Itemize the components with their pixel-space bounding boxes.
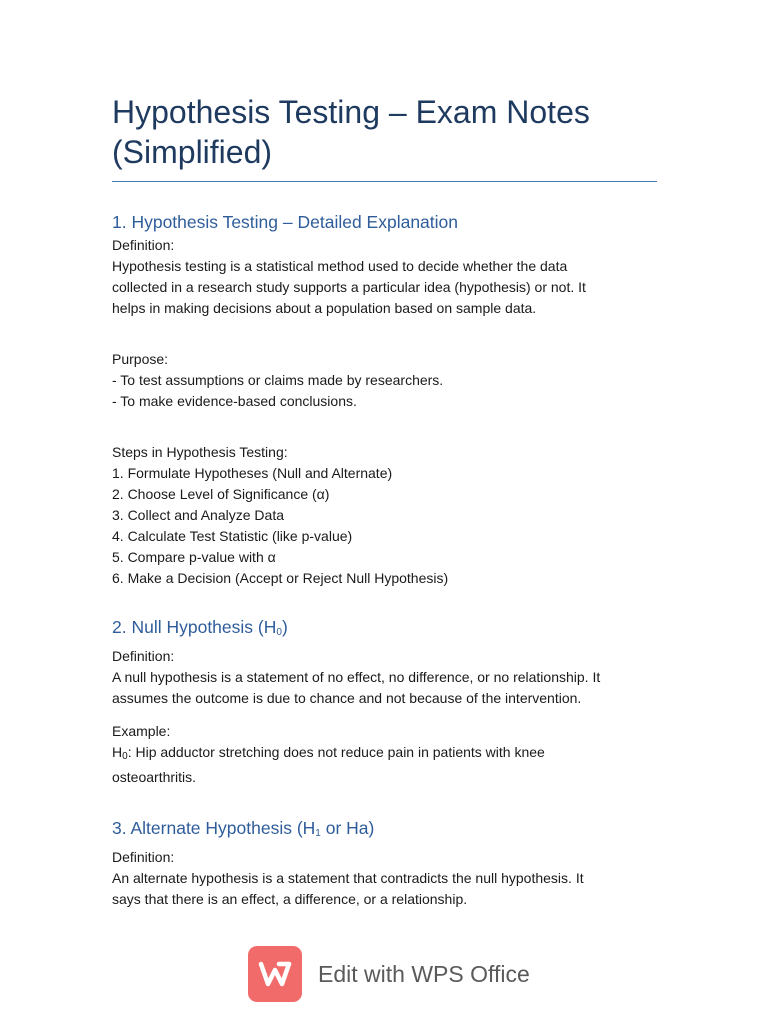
step-item: 6. Make a Decision (Accept or Reject Null Hypothesis) [112, 570, 449, 586]
section-heading [112, 615, 657, 645]
definition-line: collected in a research study supports a particular idea (hypothesis) or not. It [112, 279, 586, 295]
document-title-line2: (Simplified) [112, 134, 273, 170]
heading-text: 2. Null Hypothesis (H [112, 617, 277, 637]
definition-line: helps in making decisions about a population based on sample data. [112, 300, 537, 316]
section-alternate-hypothesis [112, 816, 657, 910]
steps-label: Steps in Hypothesis Testing: [112, 444, 288, 460]
example-text: H [112, 744, 123, 760]
section-hypothesis-testing [112, 210, 657, 589]
heading-text: or Ha) [320, 818, 375, 838]
document-title-line1: Hypothesis Testing – Exam Notes [112, 94, 590, 130]
example-label: Example: [112, 723, 171, 739]
document-title [112, 92, 657, 182]
edit-with-wps-link[interactable]: Edit with WPS Office [318, 961, 530, 987]
wps-logo-icon [255, 954, 295, 994]
subscript: 0 [276, 627, 282, 638]
example-line: osteoarthritis. [112, 769, 197, 785]
definition-line: Hypothesis testing is a statistical method used to decide whether the data [112, 258, 568, 274]
step-item: 5. Compare p-value with α [112, 549, 276, 565]
definition-line: assumes the outcome is due to chance and not because of the intervention. [112, 690, 582, 706]
step-item: 2. Choose Level of Significance (α) [112, 486, 330, 502]
example-text: : Hip adductor stretching does not reduce pain in patients with knee [127, 744, 545, 760]
definition-label: Definition: [112, 849, 175, 865]
heading-text: ) [281, 617, 288, 637]
subscript: 1 [315, 828, 321, 839]
definition-line: A null hypothesis is a statement of no effect, no difference, or no relationship. It [112, 669, 601, 685]
wps-logo-button[interactable] [248, 946, 302, 1002]
definition-label: Definition: [112, 237, 175, 253]
purpose-label: Purpose: [112, 351, 169, 367]
section-null-hypothesis [112, 615, 657, 788]
step-item: 3. Collect and Analyze Data [112, 507, 284, 523]
subscript: 0 [122, 751, 128, 762]
step-item: 1. Formulate Hypotheses (Null and Alternate) [112, 465, 393, 481]
section-heading [112, 816, 657, 846]
definition-line: An alternate hypothesis is a statement that contradicts the null hypothesis. It [112, 870, 584, 886]
definition-line: says that there is an effect, a difference, or a relationship. [112, 891, 468, 907]
example-line [112, 742, 657, 767]
purpose-item: - To test assumptions or claims made by researchers. [112, 372, 444, 388]
purpose-item: - To make evidence-based conclusions. [112, 393, 357, 409]
section-heading: 1. Hypothesis Testing – Detailed Explanation [112, 212, 459, 232]
definition-label: Definition: [112, 648, 175, 664]
heading-text: 3. Alternate Hypothesis (H [112, 818, 316, 838]
step-item: 4. Calculate Test Statistic (like p-value) [112, 528, 353, 544]
document-page [112, 92, 657, 910]
